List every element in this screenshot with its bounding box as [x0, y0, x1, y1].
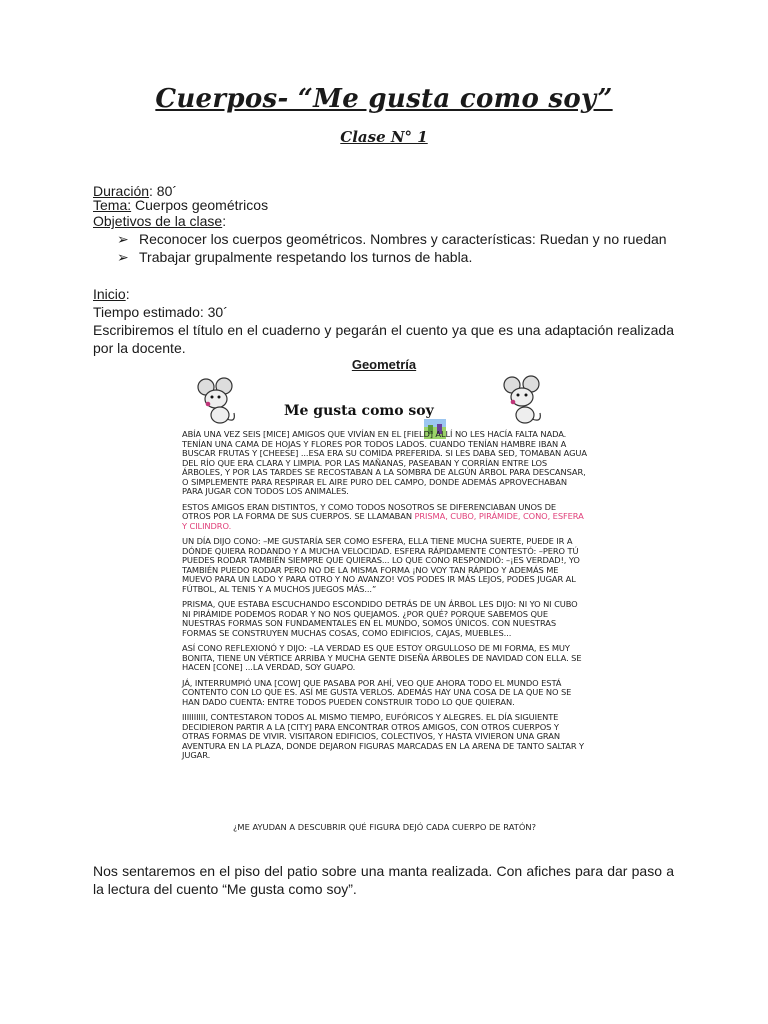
arrow-bullet-icon: ➢ [117, 231, 129, 247]
story-paragraph-3: UN DÍA DIJO CONO: –ME GUSTARÍA SER COMO ESFERA, ELLA TIENE MUCHA SUERTE, PUEDE IR A DÓNDE QUIERA RODANDO Y A MUCHA VELOCIDAD. ESFERA RÁPIDAMENTE CONTESTÓ: –PERO TÚ PUEDES RODAR TAMBIÉN SIEMPRE QUE QUIERAS... LO QUE CONO RESPONDIÓ: –¡ES VERDAD!, YO TAMBIÉN PUEDO RODAR PERO NO DE LA MISMA FORMA ¡NO VOY TAN RÁPIDO Y ADEMÁS ME MUEVO PARA UN LADO Y PARA OTRO Y NO AVANZO! VOS PODES IR MÁS LEJOS, PODES JUGAR AL FÚTBOL, AL TENIS Y A MUCHOS JUEGOS MÁS...” [182, 536, 580, 594]
tiempo-line: Tiempo estimado: 30´ [93, 304, 228, 320]
story-paragraph-4: PRISMA, QUE ESTABA ESCUCHANDO ESCONDIDO DETRÁS DE UN ÁRBOL LES DIJO: NI YO NI CUBO NI PIRÁMIDE PODEMOS RODAR Y NO NOS QUEJAMOS. ¿POR QUÉ? PORQUE SABEMOS QUE NUESTRAS FORMAS SON FUNDAMENTALES EN EL MUNDO, SOMOS ÚNICOS. CON NUESTRAS FORMAS SE CONSTRUYEN MUCHAS COSAS, COMO EDIFICIOS, CAJAS, MUEBLES... [182, 599, 578, 638]
story-shape-names: PRISMA, CUBO, PIRÁMIDE, CONO, ESFERA Y CILINDRO. [182, 511, 584, 531]
duracion-value: : 80´ [149, 183, 178, 199]
objetivos-line [93, 212, 226, 230]
closing-paragraph: Nos sentaremos en el piso del patio sobre una manta realizada. Con afiches para dar paso a la lectura del cuento “Me gusta como soy”. [93, 863, 674, 897]
objective-item [117, 230, 667, 248]
page-title: Cuerpos- “Me gusta como soy” [155, 84, 613, 114]
duracion-label: Duración [93, 183, 150, 199]
objetivos-label: Objetivos de la clase [93, 213, 223, 229]
mouse-left-icon [194, 377, 240, 427]
story-section-title: Geometría [351, 357, 417, 372]
story-paragraph-5: ASÍ CONO REFLEXIONÓ Y DIJO: –LA VERDAD ES QUE ESTOY ORGULLOSO DE MI FORMA, ES MUY BONITA, TIENE UN VÉRTICE ARRIBA Y MUCHA GENTE DISEÑA ÁRBOLES DE NAVIDAD CON ELLA. SE HACEN [CONE] ...LA VERDAD, SOY GUAPO. [182, 643, 582, 672]
story-image [182, 375, 587, 840]
story-paragraph-2-text: ESTOS AMIGOS ERAN DISTINTOS, Y COMO TODOS NOSOTROS SE DIFERENCIABAN UNOS DE OTROS POR LA FORMA DE SUS CUERPOS. SE LLAMABAN [182, 501, 557, 521]
page-subtitle: Clase N° 1 [340, 128, 428, 146]
inicio-paragraph: Escribiremos el título en el cuaderno y pegarán el cuento ya que es una adaptación realizada por la docente. [93, 322, 674, 356]
objectives-list [117, 230, 667, 266]
story-paragraph-1: ABÍA UNA VEZ SEIS [MICE] AMIGOS QUE VIVÍAN EN EL [FIELD] ALLÍ NO LES HACÍA FALTA NADA. TENÍAN UNA CAMA DE HOJAS Y FLORES POR TODOS LADOS. CUANDO TENÍAN HAMBRE IBAN A BUSCAR FRUTAS Y [CHEESE] ...ESA ERA SU COMIDA PREFERIDA. SI LES DABA SED, TOMABAN AGUA DEL RÍO QUE ERA CLARA Y LIMPIA. POR LAS MAÑANAS, PASEABAN Y CORRÍAN ENTRE LOS ÁRBOLES, Y POR LAS TARDES SE RECOSTABAN A LA SOMBRA DE ALGÚN ÁRBOL PARA DESCANSAR, O SIMPLEMENTE PARA RESPIRAR EL AIRE PURO DEL CAMPO, DONDE ADEMÁS APROVECHABAN PARA JUGAR CON TODOS LOS ANIMALES. [182, 429, 587, 496]
objective-text: Trabajar grupalmente respetando los turnos de habla. [139, 249, 473, 265]
story-paragraph-2 [182, 503, 587, 532]
story-text [182, 430, 587, 767]
objective-text: Reconocer los cuerpos geométricos. Nombres y características: Ruedan y no ruedan [139, 231, 667, 247]
inicio-label: Inicio [93, 286, 126, 302]
objetivos-colon: : [222, 213, 227, 229]
story-paragraph-7: IIIIIIIIII, CONTESTARON TODOS AL MISMO TIEMPO, EUFÓRICOS Y ALEGRES. EL DÍA SIGUIENTE DECIDIERON PARTIR A LA [CITY] PARA ENCONTRAR OTROS AMIGOS, CON OTROS CUERPOS Y OTRAS FORMAS DE VIVIR. VISITARON EDIFICIOS, COLECTIVOS, Y HASTA VIVIERON UNA GRAN AVENTURA EN LA PLAZA, DONDE DEJARON FIGURAS MARCADAS EN LA ARENA DE TANTO SALTAR Y JUGAR. [182, 712, 585, 760]
inicio-colon: : [125, 286, 130, 302]
inicio-line [93, 285, 130, 303]
objective-item [117, 248, 667, 266]
mouse-right-icon [500, 375, 546, 427]
story-question: ¿ME AYUDAN A DESCUBRIR QUÉ FIGURA DEJÓ CADA CUERPO DE RATÓN? [233, 822, 536, 832]
tema-value: Cuerpos geométricos [131, 197, 269, 213]
story-paragraph-6: JÁ, INTERRUMPIÓ UNA [COW] QUE PASABA POR AHÍ, VEO QUE AHORA TODO EL MUNDO ESTÁ CONTENTO CON LO QUE ES. ASÍ ME GUSTA VERLOS. ADEMÁS HAY UNA COSA DE LA QUE NO SE HAN DADO CUENTA: ENTRE TODOS PUEDEN CONSTRUIR TODO LO QUE QUIERAN. [182, 677, 572, 707]
arrow-bullet-icon: ➢ [117, 249, 129, 265]
tema-label: Tema: [93, 197, 132, 213]
story-heading: Me gusta como soy [284, 403, 434, 419]
